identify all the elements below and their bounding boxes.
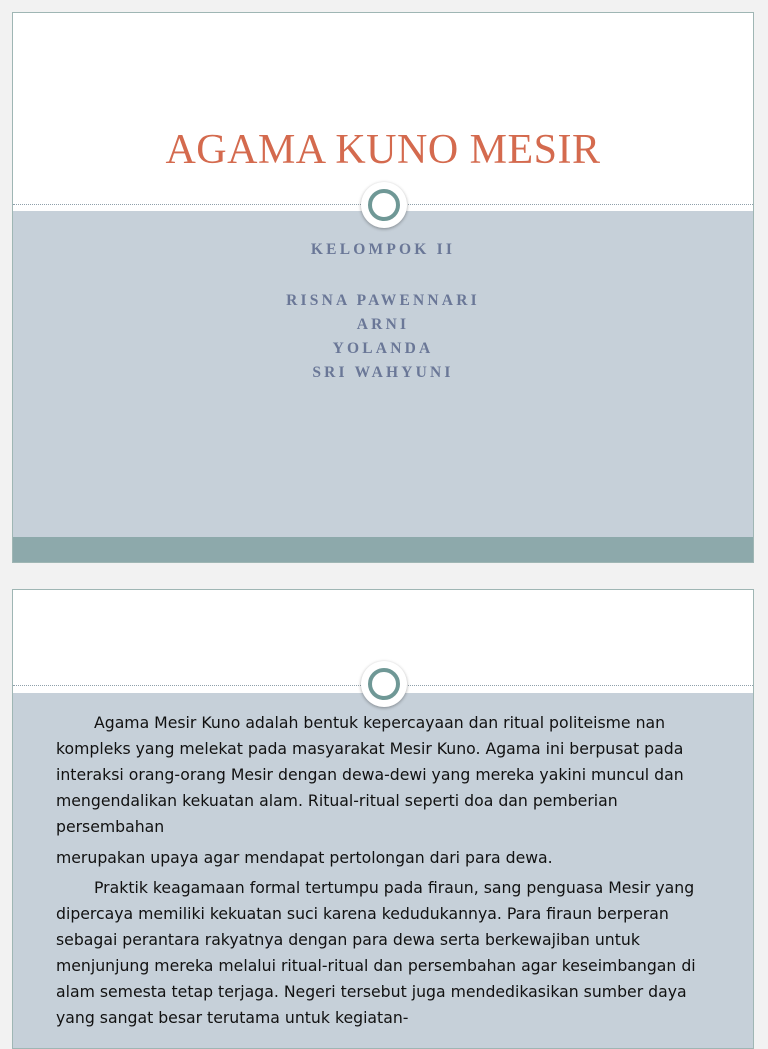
group-name: KELOMPOK II: [310, 241, 456, 258]
member-name: SRI WAHYUNI: [312, 364, 454, 381]
paragraph: Praktik keagamaan formal tertumpu pada firaun, sang penguasa Mesir yang dipercaya memiliki kekuatan suci karena kedudukannya. Para firaun berperan sebagai perantara rakyatnya dengan para dewa serta berkewajiban untuk menjunjung mereka melalui ritual-ritual dan persembahan agar keseimbangan di alam semesta tetap terjaga. Negeri tersebut juga mendedikasikan sumber daya yang sangat besar terutama untuk kegiatan-: [56, 878, 696, 1027]
ring-ornament-icon: [361, 661, 407, 707]
slide-body-text: [56, 710, 721, 1031]
paragraph: merupakan upaya agar mendapat pertolongan dari para dewa.: [56, 848, 553, 867]
paragraph: Agama Mesir Kuno adalah bentuk kepercayaan dan ritual politeisme nan kompleks yang melekat pada masyarakat Mesir Kuno. Agama ini berpusat pada interaksi orang-orang Mesir dengan dewa-dewi yang mereka yakini muncul dan mengendalikan kekuatan alam. Ritual-ritual seperti doa dan pemberian persembahan: [56, 713, 684, 836]
footer-band: [13, 537, 753, 563]
slide-header-area: [13, 13, 753, 205]
ring-ornament-icon: [361, 182, 407, 228]
member-name: ARNI: [356, 316, 410, 333]
member-name: RISNA PAWENNARI: [286, 292, 480, 309]
slide-title: AGAMA KUNO MESIR: [165, 127, 601, 173]
member-name: YOLANDA: [332, 340, 434, 357]
title-slide: [12, 12, 754, 563]
content-slide: [12, 589, 754, 1049]
slide-content-panel: [13, 211, 753, 562]
member-list: [13, 289, 753, 385]
